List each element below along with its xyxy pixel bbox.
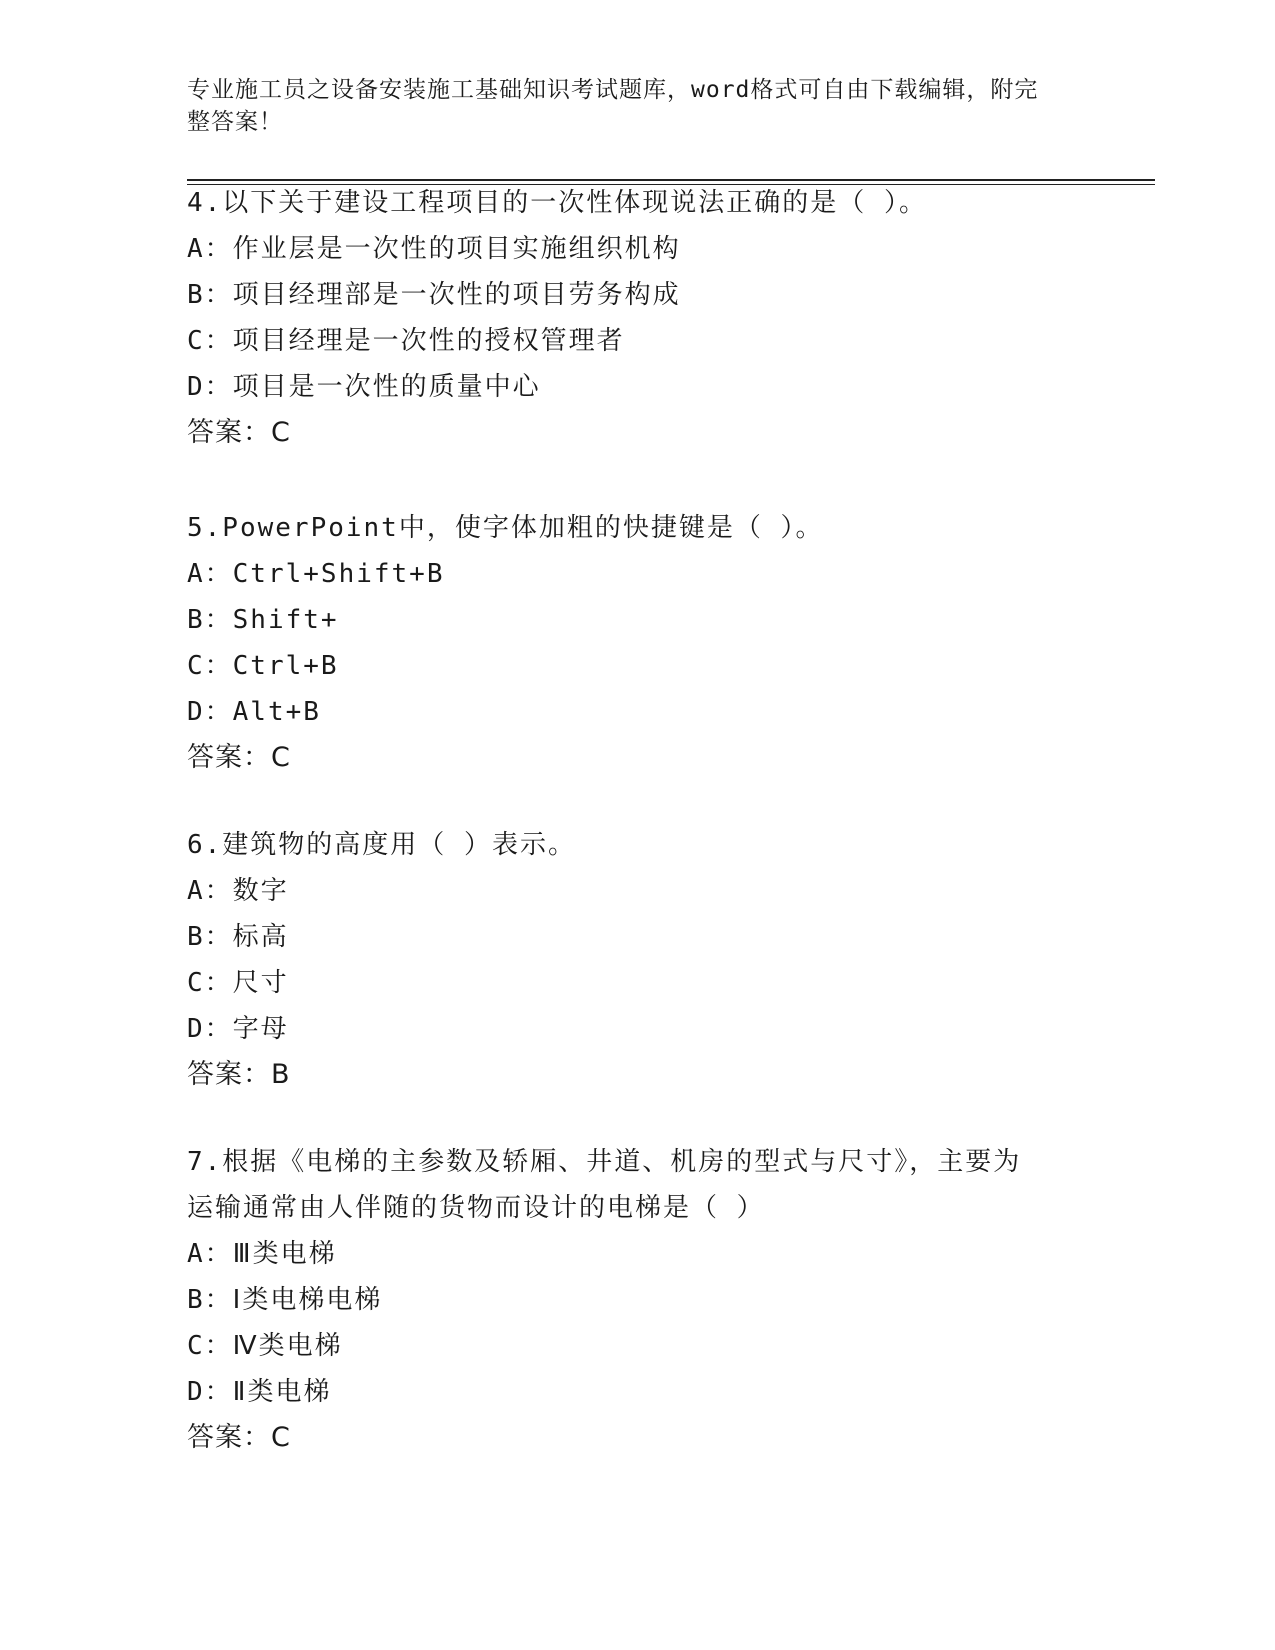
option-c: C：Ctrl+B — [187, 651, 339, 681]
option-d: D：字母 — [187, 1014, 289, 1044]
option-a: A：Ⅲ类电梯 — [187, 1239, 337, 1269]
option-d: D：项目是一次性的质量中心 — [187, 372, 541, 402]
document-page — [187, 0, 1155, 1650]
option-b: B：Ⅰ类电梯电梯 — [187, 1285, 383, 1315]
question-4 — [187, 180, 1087, 456]
option-a: A：Ctrl+Shift+B — [187, 559, 445, 589]
question-stem: 4.以下关于建设工程项目的一次性体现说法正确的是（ ）。 — [187, 188, 927, 218]
option-c: C：Ⅳ类电梯 — [187, 1331, 343, 1361]
answer-label: 答案：C — [187, 417, 291, 448]
option-c: C：项目经理是一次性的授权管理者 — [187, 326, 625, 356]
option-b: B：Shift+ — [187, 605, 339, 635]
option-a: A：作业层是一次性的项目实施组织机构 — [187, 234, 681, 264]
option-a: A：数字 — [187, 876, 289, 906]
question-stem: 5.PowerPoint中，使字体加粗的快捷键是（ ）。 — [187, 513, 824, 543]
question-7 — [187, 1139, 1087, 1461]
document-header: 专业施工员之设备安装施工基础知识考试题库，word格式可自由下载编辑，附完整答案！ — [187, 77, 1039, 135]
answer-label: 答案：C — [187, 742, 291, 773]
answer-label: 答案：B — [187, 1059, 291, 1090]
question-stem: 6.建筑物的高度用（ ）表示。 — [187, 830, 576, 860]
option-d: D：Alt+B — [187, 697, 321, 727]
question-stem-line-1: 7.根据《电梯的主参数及轿厢、井道、机房的型式与尺寸》，主要为 — [187, 1147, 1022, 1177]
option-b: B：标高 — [187, 922, 289, 952]
answer-label: 答案：C — [187, 1422, 291, 1453]
question-stem-line-2: 运输通常由人伴随的货物而设计的电梯是（ ） — [187, 1193, 765, 1223]
question-5 — [187, 505, 1087, 781]
option-b: B：项目经理部是一次性的项目劳务构成 — [187, 280, 681, 310]
option-c: C：尺寸 — [187, 968, 289, 998]
option-d: D：Ⅱ类电梯 — [187, 1377, 332, 1407]
question-6 — [187, 822, 1087, 1098]
